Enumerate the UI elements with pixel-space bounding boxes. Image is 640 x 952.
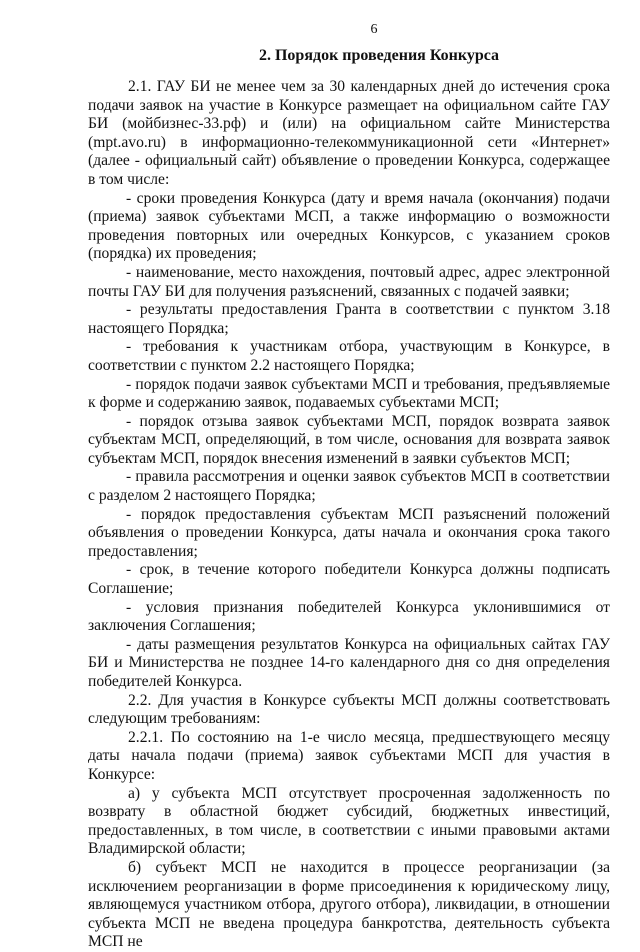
list-item: - условия признания победителей Конкурса уклонившимися от заключения Соглашения; <box>88 598 610 635</box>
paragraph-2-1: 2.1. ГАУ БИ не менее чем за 30 календарных дней до истечения срока подачи заявок на участие в Конкурсе размещает на официальном сайте ГАУ БИ (мойбизнес-33.рф) и (или) на официальном сайте Министерства (mpt.avo.ru) в информационно-телекоммуникационной сети «Интернет» (далее - официальный сайт) объявление о проведении Конкурса, содержащее в том числе: <box>88 78 610 188</box>
list-item: - срок, в течение которого победители Конкурса должны подписать Соглашение; <box>88 561 610 598</box>
list-item: - даты размещения результатов Конкурса на официальных сайтах ГАУ БИ и Министерства не позднее 14-го календарного дня со дня определения победителей Конкурса. <box>88 635 610 690</box>
page-number: 6 <box>370 22 378 37</box>
list-item: - правила рассмотрения и оценки заявок субъектов МСП в соответствии с разделом 2 настоящего Порядка; <box>88 468 610 505</box>
paragraph-a: а) у субъекта МСП отсутствует просроченная задолженность по возврату в областной бюджет субсидий, бюджетных инвестиций, предоставленных, в том числе, в соответствии с иными правовыми актами Владимирской области; <box>88 784 610 858</box>
section-title: 2. Порядок проведения Конкурса <box>258 47 500 64</box>
paragraph-b: б) субъект МСП не находится в процессе реорганизации (за исключением реорганизации в форме присоединения к юридическому лицу, являющемуся участником отбора, другого отбора), ликвидации, в отношении субъекта МСП не введена процедура банкротства, деятельность субъекта МСП не <box>88 858 610 951</box>
list-item: - сроки проведения Конкурса (дату и время начала (окончания) подачи (приема) заявок субъектами МСП, а также информацию о возможности проведения повторных или очередных Конкурсов, с указанием сроков (порядка) их проведения; <box>88 189 610 263</box>
list-item: - наименование, место нахождения, почтовый адрес, адрес электронной почты ГАУ БИ для получения разъяснений, связанных с подачей заявки; <box>88 263 610 300</box>
list-item: - результаты предоставления Гранта в соответствии с пунктом 3.18 настоящего Порядка; <box>88 301 610 337</box>
list-item: - требования к участникам отбора, участвующим в Конкурсе, в соответствии с пунктом 2.2 настоящего Порядка; <box>88 338 610 374</box>
paragraph-2-2: 2.2. Для участия в Конкурсе субъекты МСП должны соответствовать следующим требованиям: <box>88 691 610 728</box>
list-item: - порядок предоставления субъектам МСП разъяснений положений объявления о проведении Конкурса, даты начала и окончания срока такого предоставления; <box>88 505 610 560</box>
list-item: - порядок отзыва заявок субъектами МСП, порядок возврата заявок субъектам МСП, определяющий, в том числе, основания для возврата заявок субъектам МСП, порядок внесения изменений в заявки субъектов МСП; <box>88 412 610 467</box>
list-item: - порядок подачи заявок субъектами МСП и требования, предъявляемые к форме и содержанию заявок, подаваемых субъектами МСП; <box>88 375 610 412</box>
paragraph-2-2-1: 2.2.1. По состоянию на 1-е число месяца, предшествующего месяцу даты начала подачи (приема) заявок субъектами МСП для участия в Конкурсе: <box>88 728 610 783</box>
